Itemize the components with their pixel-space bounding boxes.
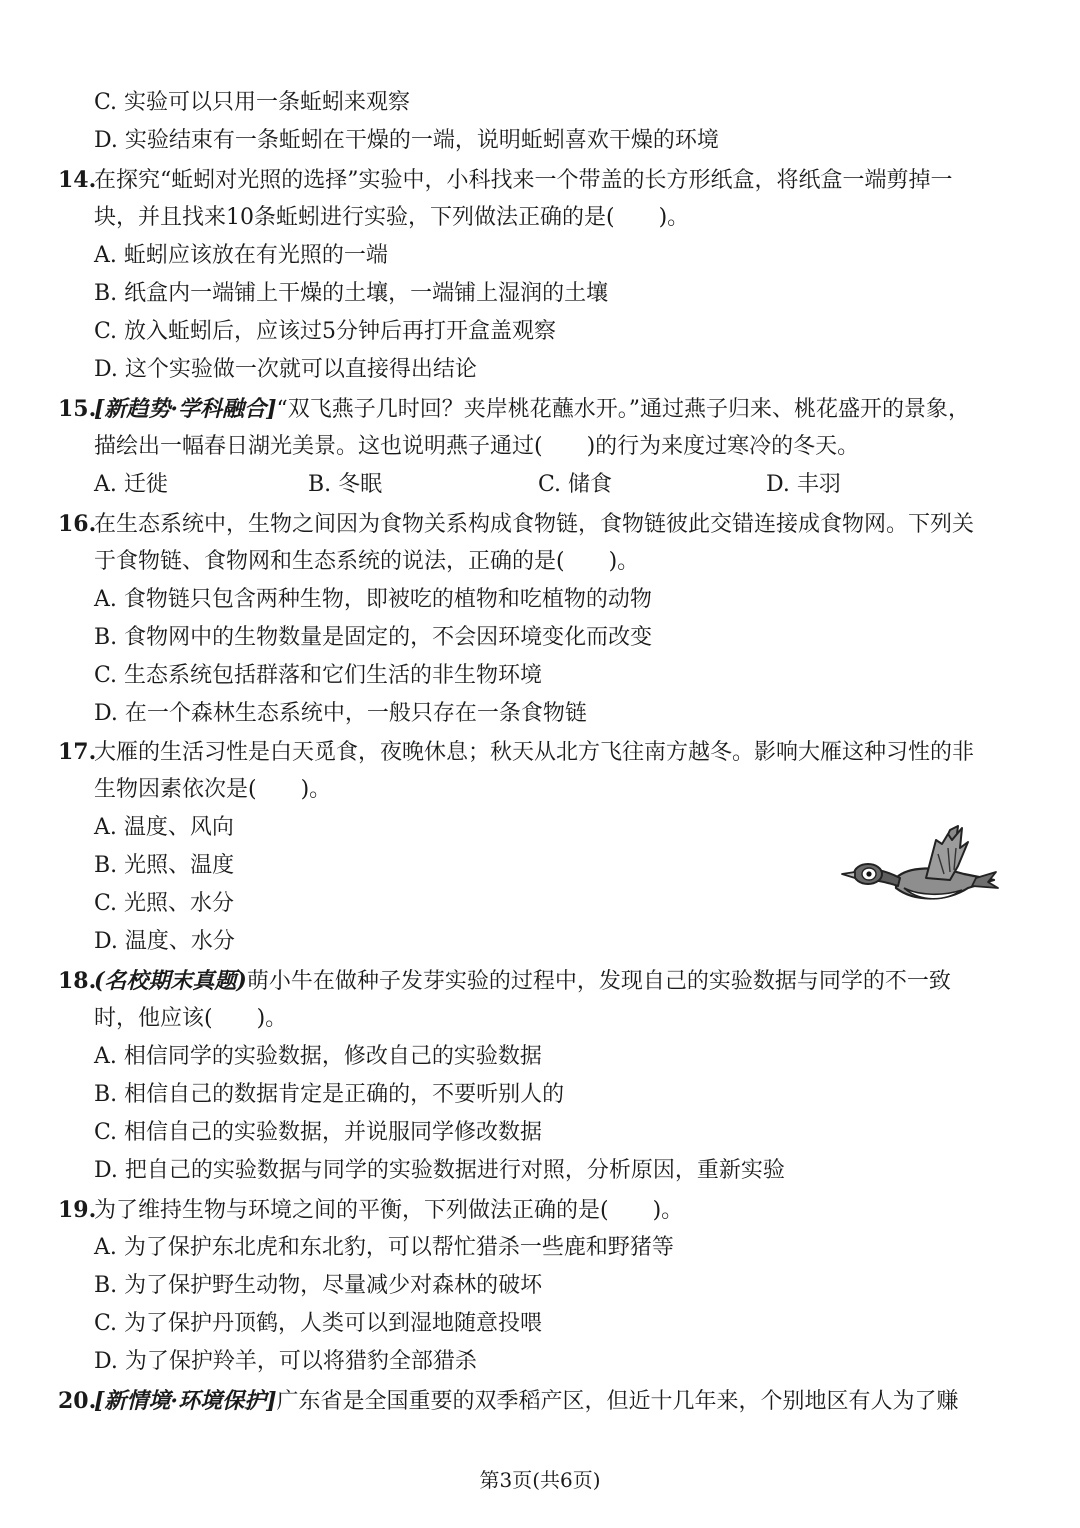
q15-option-b: B. 冬眠 [308, 472, 383, 497]
q20-stem-line1 [58, 1386, 959, 1417]
q18-stem-line1 [58, 966, 951, 997]
q13-option-d: D. 实验结束有一条蚯蚓在干燥的一端，说明蚯蚓喜欢干燥的环境 [94, 128, 719, 153]
q15-number: 15. [58, 396, 97, 422]
q17-option-b: B. 光照、温度 [94, 853, 235, 878]
flying-goose-icon [838, 822, 1000, 922]
q18-stem-line2: 时，他应该( )。 [94, 1006, 288, 1031]
q19-stem-line1 [58, 1195, 683, 1226]
q16-stem-line1 [58, 509, 974, 540]
q17-text: 大雁的生活习性是白天觅食，夜晚休息；秋天从北方飞往南方越冬。影响大雁这种习性的非 [94, 740, 975, 765]
q20-tag: [新情境·环境保护] [94, 1388, 277, 1414]
q17-number: 17. [58, 739, 97, 765]
q14-option-b: B. 纸盒内一端铺上干燥的土壤，一端铺上湿润的土壤 [94, 281, 609, 306]
q16-number: 16. [58, 511, 97, 537]
q15-option-a: A. 迁徙 [94, 472, 168, 497]
q16-stem-line2: 于食物链、食物网和生态系统的说法，正确的是( )。 [94, 549, 640, 574]
q18-number: 18. [58, 968, 97, 994]
q18-option-a: A. 相信同学的实验数据，修改自己的实验数据 [94, 1044, 542, 1069]
q20-number: 20. [58, 1388, 97, 1414]
q16-option-d: D. 在一个森林生态系统中，一般只存在一条食物链 [94, 701, 587, 726]
q14-option-a: A. 蚯蚓应该放在有光照的一端 [94, 243, 388, 268]
q19-text: 为了维持生物与环境之间的平衡，下列做法正确的是( )。 [94, 1198, 684, 1223]
q18-option-c: C. 相信自己的实验数据，并说服同学修改数据 [94, 1120, 543, 1145]
q15-option-c: C. 储食 [538, 472, 613, 497]
q19-option-c: C. 为了保护丹顶鹤，人类可以到湿地随意投喂 [94, 1311, 543, 1336]
q18-option-b: B. 相信自己的数据肯定是正确的，不要听别人的 [94, 1082, 565, 1107]
page-number-footer: 第3页(共6页) [479, 1468, 601, 1492]
q16-text: 在生态系统中，生物之间因为食物关系构成食物链，食物链彼此交错连接成食物网。下列关 [94, 512, 975, 537]
q18-option-d: D. 把自己的实验数据与同学的实验数据进行对照，分析原因，重新实验 [94, 1158, 785, 1183]
q19-option-a: A. 为了保护东北虎和东北豹，可以帮忙猎杀一些鹿和野猪等 [94, 1235, 674, 1260]
q15-option-d: D. 丰羽 [766, 472, 841, 497]
q19-number: 19. [58, 1197, 97, 1223]
q17-option-d: D. 温度、水分 [94, 929, 235, 954]
q15-text: “双飞燕子几时回？夹岸桃花蘸水开。”通过燕子归来、桃花盛开的景象， [276, 397, 970, 422]
q20-text: 广东省是全国重要的双季稻产区，但近十几年来，个别地区有人为了赚 [276, 1389, 959, 1414]
q18-tag: (名校期末真题) [94, 968, 247, 994]
q16-option-b: B. 食物网中的生物数量是固定的，不会因环境变化而改变 [94, 625, 653, 650]
q17-stem-line1 [58, 737, 974, 768]
q14-option-d: D. 这个实验做一次就可以直接得出结论 [94, 357, 477, 382]
q15-stem-line1 [58, 394, 970, 425]
q16-option-a: A. 食物链只包含两种生物，即被吃的植物和吃植物的动物 [94, 587, 652, 612]
q14-stem-line2: 块，并且找来10条蚯蚓进行实验，下列做法正确的是( )。 [94, 205, 690, 230]
q19-option-d: D. 为了保护羚羊，可以将猎豹全部猎杀 [94, 1349, 477, 1374]
q14-text: 在探究“蚯蚓对光照的选择”实验中，小科找来一个带盖的长方形纸盒，将纸盒一端剪掉一 [94, 168, 953, 193]
q13-option-c: C. 实验可以只用一条蚯蚓来观察 [94, 90, 411, 115]
q14-stem-line1 [58, 165, 953, 196]
q15-stem-line2: 描绘出一幅春日湖光美景。这也说明燕子通过( )的行为来度过寒冷的冬天。 [94, 434, 860, 459]
q17-option-a: A. 温度、风向 [94, 815, 234, 840]
q15-tag: [新趋势·学科融合] [94, 396, 277, 422]
q14-option-c: C. 放入蚯蚓后，应该过5分钟后再打开盒盖观察 [94, 319, 557, 344]
q19-option-b: B. 为了保护野生动物，尽量减少对森林的破坏 [94, 1273, 543, 1298]
q17-option-c: C. 光照、水分 [94, 891, 235, 916]
q14-number: 14. [58, 167, 97, 193]
q17-stem-line2: 生物因素依次是( )。 [94, 777, 332, 802]
q18-text: 萌小牛在做种子发芽实验的过程中，发现自己的实验数据与同学的不一致 [246, 969, 951, 994]
q16-option-c: C. 生态系统包括群落和它们生活的非生物环境 [94, 663, 543, 688]
